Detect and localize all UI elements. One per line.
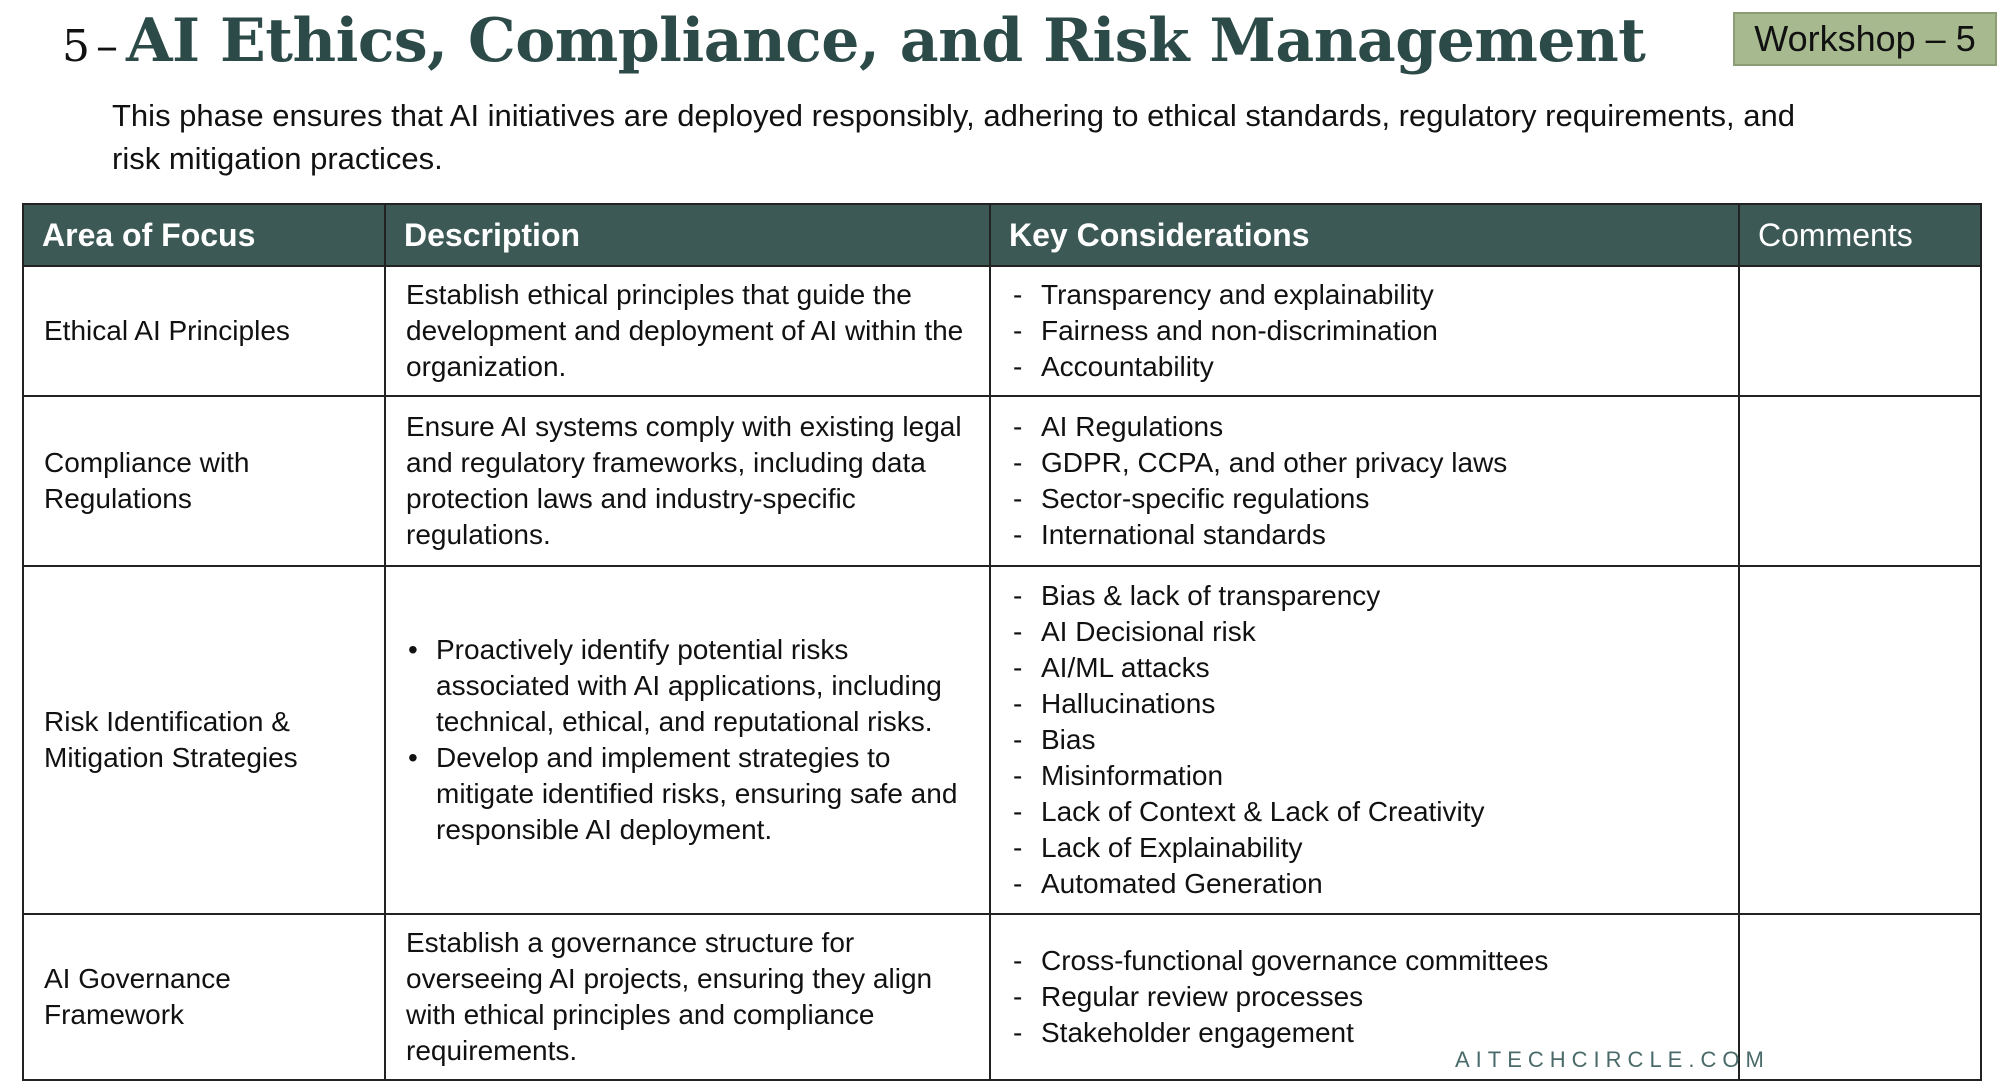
- considerations-cell: [990, 266, 1739, 396]
- list-item: - Cross-functional governance committees: [1011, 943, 1720, 979]
- table-row: [23, 396, 1981, 566]
- list-item: - GDPR, CCPA, and other privacy laws: [1011, 445, 1720, 481]
- list-item: - International standards: [1011, 517, 1720, 553]
- list-item: - Fairness and non-discrimination: [1011, 313, 1720, 349]
- title-text: AI Ethics, Compliance, and Risk Management: [126, 6, 1646, 76]
- focus-cell: Risk Identification & Mitigation Strategies: [23, 566, 385, 914]
- intro-paragraph: This phase ensures that AI initiatives are deployed responsibly, adhering to ethical standards, regulatory requirements, and risk mitigation practices.: [112, 98, 1796, 176]
- page-title: [62, 6, 1645, 76]
- comments-cell[interactable]: [1739, 566, 1981, 914]
- comments-cell[interactable]: [1739, 914, 1981, 1080]
- focus-table: [22, 203, 1982, 1081]
- list-item: - Lack of Context & Lack of Creativity: [1011, 794, 1720, 830]
- list-item: - AI Regulations: [1011, 409, 1720, 445]
- list-item: - AI/ML attacks: [1011, 650, 1720, 686]
- list-item: - Transparency and explainability: [1011, 277, 1720, 313]
- col-header-description: Description: [385, 204, 990, 266]
- list-item: - Hallucinations: [1011, 686, 1720, 722]
- list-item: - Bias & lack of transparency: [1011, 578, 1720, 614]
- footer-brand: AITECHCIRCLE.COM: [1455, 1047, 1770, 1072]
- list-item: - Misinformation: [1011, 758, 1720, 794]
- list-item: - Automated Generation: [1011, 866, 1720, 902]
- focus-cell: Compliance with Regulations: [23, 396, 385, 566]
- table-row: [23, 266, 1981, 396]
- list-item: - Accountability: [1011, 349, 1720, 385]
- table-row: [23, 566, 1981, 914]
- list-item: - Bias: [1011, 722, 1720, 758]
- description-cell: Establish ethical principles that guide the development and deployment of AI within the organization.: [385, 266, 990, 396]
- considerations-cell: [990, 566, 1739, 914]
- focus-cell: Ethical AI Principles: [23, 266, 385, 396]
- list-item: - Regular review processes: [1011, 979, 1720, 1015]
- focus-cell: AI Governance Framework: [23, 914, 385, 1080]
- phase-number: 5: [62, 21, 90, 72]
- list-item: - AI Decisional risk: [1011, 614, 1720, 650]
- workshop-badge: Workshop – 5: [1733, 12, 1997, 66]
- comments-cell[interactable]: [1739, 396, 1981, 566]
- description-cell: Establish a governance structure for overseeing AI projects, ensuring they align with ethical principles and compliance requirements.: [385, 914, 990, 1080]
- considerations-cell: [990, 396, 1739, 566]
- list-item: - Sector-specific regulations: [1011, 481, 1720, 517]
- list-item: • Proactively identify potential risks associated with AI applications, including technical, ethical, and reputational risks.: [406, 632, 971, 740]
- title-separator: –: [96, 21, 118, 72]
- list-item: - Lack of Explainability: [1011, 830, 1720, 866]
- comments-cell[interactable]: [1739, 266, 1981, 396]
- col-header-area: Area of Focus: [23, 204, 385, 266]
- table-header-row: [23, 204, 1981, 266]
- description-cell: Ensure AI systems comply with existing legal and regulatory frameworks, including data protection laws and industry-specific regulations.: [385, 396, 990, 566]
- list-item: • Develop and implement strategies to mitigate identified risks, ensuring safe and responsible AI deployment.: [406, 740, 971, 848]
- list-item: - Stakeholder engagement: [1011, 1015, 1720, 1051]
- description-cell: [385, 566, 990, 914]
- col-header-comments: Comments: [1739, 204, 1981, 266]
- col-header-considerations: Key Considerations: [990, 204, 1739, 266]
